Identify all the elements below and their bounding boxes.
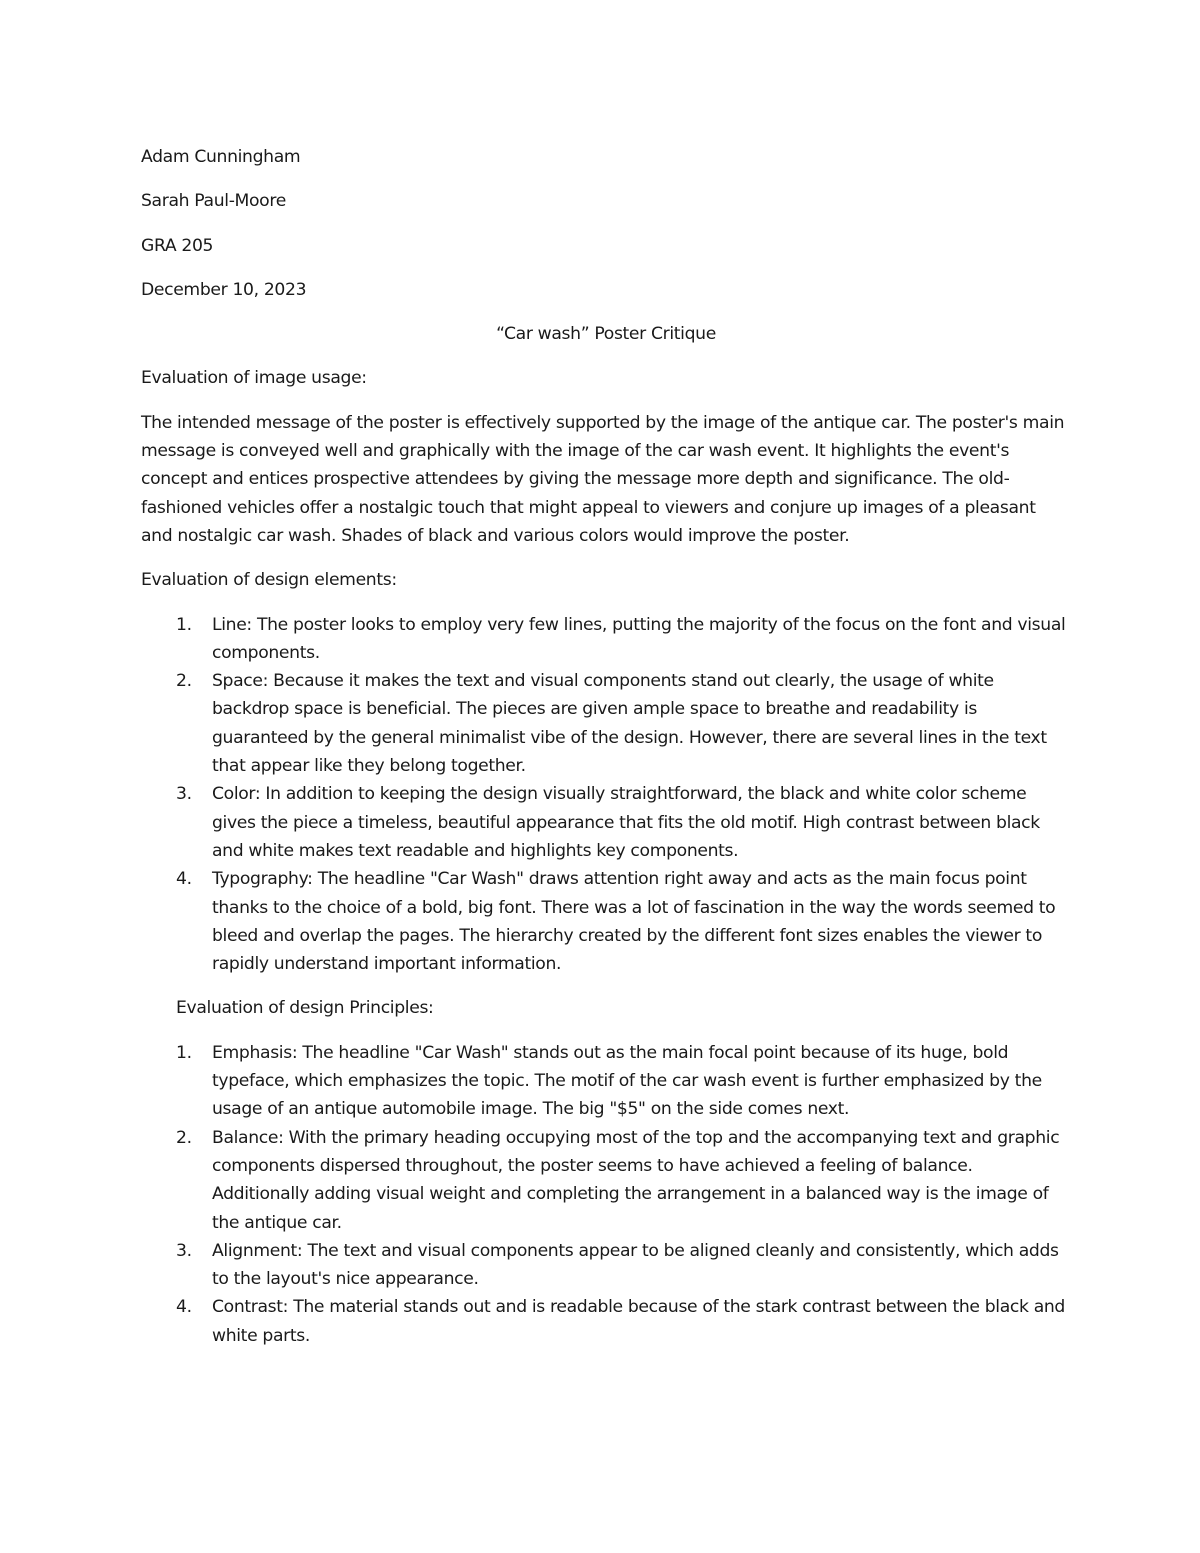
list-item-number: 1. [176,1042,192,1063]
image-usage-paragraph: The intended message of the poster is effectively supported by the image of the antique car. The poster's main message is conveyed well and graphically with the image of the car wash event. It highlights the event's concept and entices prospective attendees by giving the message more depth and significance. The old-fashioned vehicles offer a nostalgic touch that might appeal to viewers and conjure up images of a pleasant and nostalgic car wash. Shades of black and various colors would improve the poster. [141,412,1065,546]
list-item [141,1039,1071,1124]
image-usage-heading: Evaluation of image usage: [141,368,367,389]
list-item-number: 4. [176,869,192,890]
design-elements-list [141,611,1071,979]
list-item [141,865,1071,978]
document-title: “Car wash” Poster Critique [496,324,716,345]
list-item [141,1237,1071,1294]
instructor-name: Sarah Paul-Moore [141,191,286,212]
list-item [141,1124,1071,1237]
list-item-number: 1. [176,614,192,635]
author-name: Adam Cunningham [141,147,301,167]
list-item-text: Typography: The headline "Car Wash" draws attention right away and acts as the main focus point thanks to the choice of a bold, big font. There was a lot of fascination in the way the words seemed to bleed and overlap the pages. The hierarchy created by the different font sizes enables the viewer to rapidly understand important information. [212,869,1056,975]
list-item-text: Alignment: The text and visual components appear to be aligned cleanly and consistently, which adds to the layout's nice appearance. [212,1240,1059,1290]
document-body [141,143,1071,1366]
design-principles-list [141,1039,1071,1350]
list-item-number: 3. [176,1240,192,1261]
list-item-number: 4. [176,1297,192,1318]
list-item-number: 3. [176,784,192,805]
list-item [141,667,1071,780]
course-code: GRA 205 [141,235,214,256]
list-item-number: 2. [176,1127,192,1148]
list-item [141,780,1071,865]
list-item-number: 2. [176,671,192,692]
list-item [141,611,1071,668]
document-date: December 10, 2023 [141,279,307,300]
list-item-text: Line: The poster looks to employ very few lines, putting the majority of the focus on the font and visual components. [212,614,1066,663]
list-item-text: Space: Because it makes the text and visual components stand out clearly, the usage of white backdrop space is beneficial. The pieces are given ample space to breathe and readability is guaranteed by the general minimalist vibe of the design. However, there are several lines in the text that appear like they belong together. [212,671,1047,777]
design-principles-heading: Evaluation of design Principles: [176,998,434,1019]
design-elements-heading: Evaluation of design elements: [141,570,397,591]
list-item-text: Color: In addition to keeping the design visually straightforward, the black and white color scheme gives the piece a timeless, beautiful appearance that fits the old motif. High contrast between black and white makes text readable and highlights key components. [212,784,1040,861]
list-item [141,1293,1071,1350]
list-item-text: Emphasis: The headline "Car Wash" stands out as the main focal point because of its huge, bold typeface, which emphasizes the topic. The motif of the car wash event is further emphasized by the usage of an antique automobile image. The big "$5" on the side comes next. [212,1042,1042,1120]
list-item-text: Balance: With the primary heading occupying most of the top and the accompanying text and graphic components dispersed throughout, the poster seems to have achieved a feeling of balance. Additionally adding visual weight and completing the arrangement in a balanced way is the image of the antique car. [212,1127,1060,1233]
list-item-text: Contrast: The material stands out and is readable because of the stark contrast between the black and white parts. [212,1297,1065,1346]
